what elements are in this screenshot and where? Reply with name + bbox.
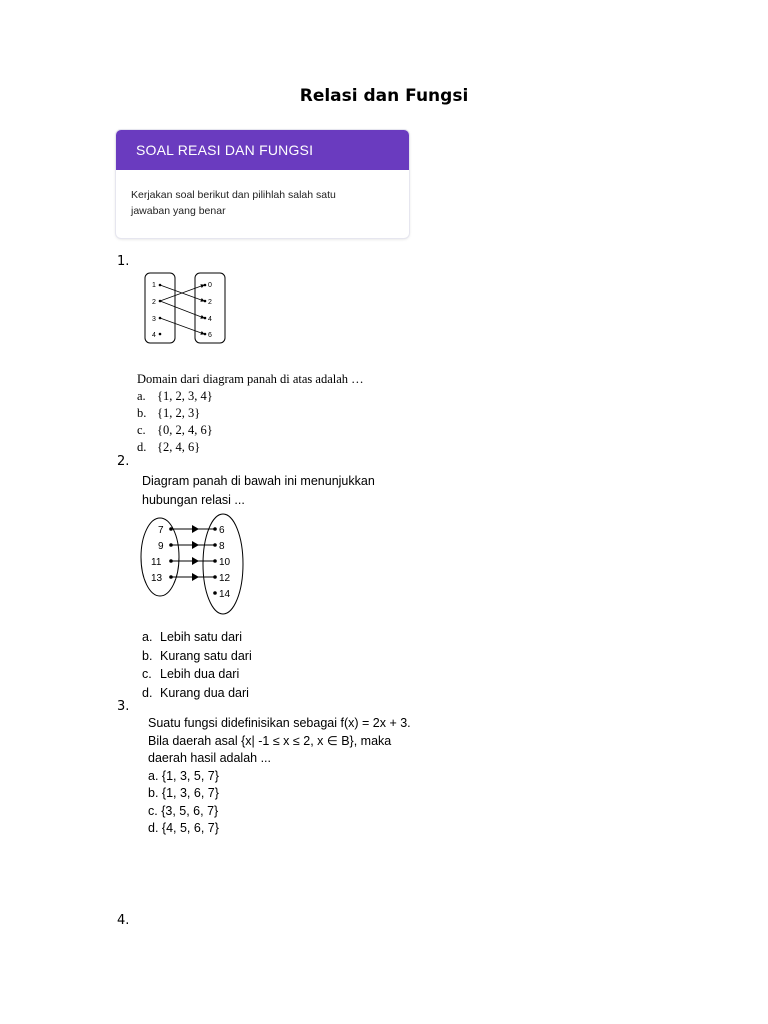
answer-option[interactable] [142, 665, 402, 684]
document-title: Relasi dan Fungsi [299, 86, 469, 106]
set-element: 6 [208, 332, 212, 339]
set-element: 12 [219, 573, 231, 584]
answer-option[interactable]: c. {3, 5, 6, 7} [148, 803, 219, 818]
answer-option[interactable]: a. {1, 3, 5, 7} [148, 768, 219, 783]
relation-arrow [160, 318, 204, 334]
option-text: {1, 2, 3, 4} [157, 389, 213, 403]
answer-option[interactable] [137, 405, 364, 422]
set-element: 1 [152, 282, 156, 289]
option-text: Kurang dua dari [160, 685, 249, 700]
question-stem: Diagram panah di bawah ini menunjukkan [142, 474, 375, 488]
answer-option[interactable] [137, 388, 364, 405]
set-left-box [145, 273, 175, 343]
set-element: 7 [158, 525, 164, 536]
option-text: Lebih satu dari [160, 630, 243, 644]
set-element: 10 [219, 557, 231, 568]
option-letter: b. [137, 406, 147, 420]
option-text: Lebih dua dari [160, 667, 240, 681]
answer-option[interactable] [137, 439, 364, 456]
set-element: 3 [152, 316, 156, 323]
option-text: {0, 2, 4, 6} [157, 423, 213, 437]
set-element: 0 [208, 282, 212, 289]
set-element: 2 [152, 299, 156, 306]
arrow-diagram-q1 [140, 270, 230, 346]
question-stem: hubungan relasi ... [142, 493, 245, 507]
question-number: 4. [117, 913, 130, 928]
relation-arrow [160, 301, 204, 318]
option-letter: a. [137, 389, 146, 403]
answer-option[interactable] [137, 422, 364, 439]
question-stem: Suatu fungsi didefinisikan sebagai f(x) = 2x + 3. [148, 716, 411, 730]
question-number: 2. [117, 454, 130, 469]
set-element: 14 [219, 589, 231, 600]
question-number: 3. [117, 699, 130, 714]
option-letter: b. [142, 648, 153, 663]
question-stem: daerah hasil adalah ... [148, 751, 272, 765]
card-description-line: Kerjakan soal berikut dan pilihlah salah satu [131, 189, 336, 201]
set-element: 11 [151, 557, 162, 568]
set-element: 2 [208, 299, 212, 306]
option-letter: d. [137, 440, 147, 454]
answer-option[interactable] [142, 628, 402, 647]
option-text: {2, 4, 6} [157, 440, 201, 454]
question-stem: Bila daerah asal {x| -1 ≤ x ≤ 2, x ∈ B}, maka [148, 733, 392, 748]
card-description-line: jawaban yang benar [131, 205, 226, 217]
answer-option[interactable]: d. {4, 5, 6, 7} [148, 821, 219, 835]
option-letter: c. [142, 667, 152, 681]
question-3 [148, 715, 438, 838]
option-letter: c. [137, 423, 146, 437]
option-text: {1, 2, 3} [157, 406, 201, 420]
card-description [116, 170, 409, 219]
answer-options [142, 628, 402, 702]
arrow-diagram-q2 [138, 512, 250, 616]
answer-option[interactable] [142, 684, 402, 703]
option-text: Kurang satu dari [160, 648, 252, 663]
set-element: 8 [219, 541, 225, 552]
card-header: SOAL REASI DAN FUNGSI [116, 130, 409, 170]
question-stem: Domain dari diagram panah di atas adalah … [137, 372, 364, 386]
quiz-header-card [116, 130, 409, 238]
option-letter: a. [142, 630, 153, 644]
option-letter: d. [142, 685, 153, 700]
question-number: 1. [117, 254, 130, 269]
set-element: 13 [151, 573, 163, 584]
question-1 [137, 371, 364, 456]
set-element: 4 [152, 332, 156, 339]
set-element: 6 [219, 525, 225, 536]
answer-option[interactable]: b. {1, 3, 6, 7} [148, 786, 219, 800]
set-element: 4 [208, 316, 212, 323]
set-element: 9 [158, 541, 164, 552]
answer-option[interactable] [142, 647, 402, 666]
